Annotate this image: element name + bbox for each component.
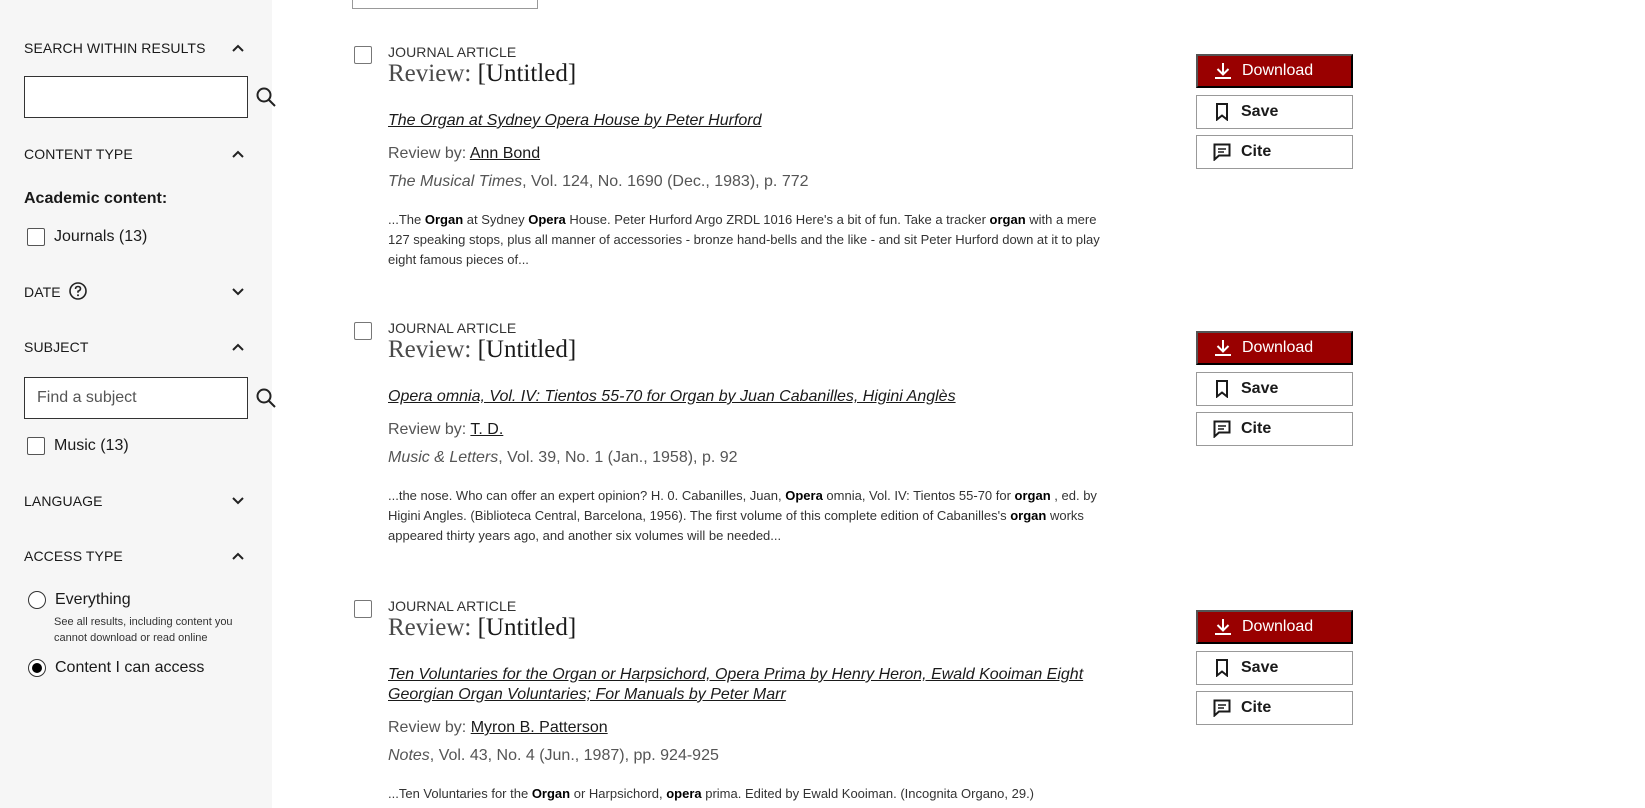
facet-subject-label: SUBJECT (24, 339, 89, 355)
result-title-text: [Untitled] (477, 60, 577, 87)
cite-label: Cite (1241, 699, 1272, 716)
result-title-text: [Untitled] (477, 336, 577, 363)
subject-search-input[interactable] (25, 378, 256, 418)
access-everything-option[interactable] (28, 591, 131, 609)
cite-label: Cite (1241, 143, 1272, 160)
search-within-input[interactable] (25, 77, 256, 117)
chevron-up-icon[interactable] (230, 146, 246, 162)
result-snippet (388, 486, 1108, 546)
review-by-line (388, 421, 503, 439)
facet-content-type-header[interactable] (24, 144, 246, 164)
snippet-highlight: organ (1010, 508, 1047, 523)
snippet-highlight: Organ (531, 786, 571, 801)
review-by-line (388, 719, 608, 737)
academic-content-heading: Academic content: (24, 190, 168, 207)
facet-language-label: LANGUAGE (24, 493, 103, 509)
access-accessible-label: Content I can access (55, 659, 205, 676)
snippet-highlight: organ (1014, 488, 1051, 503)
result-snippet (388, 210, 1108, 270)
save-label: Save (1241, 103, 1279, 120)
download-icon (1214, 618, 1232, 636)
chevron-down-icon[interactable] (230, 493, 246, 509)
facet-date-label: DATE (24, 284, 61, 300)
source-line (388, 449, 738, 467)
snippet-text: with a mere 127 speaking stops, plus all manner of accessories - bronze hand-bells and the like - and sit Peter Hurford down at it to play eight famous pieces of... (388, 212, 1100, 267)
search-icon[interactable] (256, 378, 276, 418)
save-button[interactable] (1196, 95, 1353, 129)
review-by-label: Review by: (388, 719, 467, 736)
access-everything-radio[interactable] (28, 591, 46, 609)
snippet-text: prima. Edited by Ewald Kooiman. (Incognita Organo, 29.) (701, 786, 1035, 801)
facet-access-type-label: ACCESS TYPE (24, 548, 123, 564)
reviewed-work-link[interactable]: The Organ at Sydney Opera House by Peter Hurford (388, 112, 762, 129)
access-everything-label: Everything (55, 591, 131, 608)
result-title[interactable] (388, 614, 576, 642)
download-icon (1214, 62, 1232, 80)
access-accessible-radio[interactable] (28, 659, 46, 677)
download-label: Download (1242, 339, 1314, 356)
chevron-up-icon[interactable] (230, 40, 246, 56)
result-type: JOURNAL ARTICLE (388, 320, 517, 336)
cite-button[interactable] (1196, 412, 1353, 446)
facet-language-header[interactable] (24, 491, 246, 511)
citation-details: , Vol. 39, No. 1 (Jan., 1958), p. 92 (498, 449, 738, 466)
music-checkbox[interactable] (27, 437, 45, 455)
source-line (388, 747, 719, 765)
reviewer-link[interactable]: Myron B. Patterson (470, 719, 608, 736)
cite-button[interactable] (1196, 135, 1353, 169)
quote-comment-icon (1213, 143, 1231, 161)
bookmark-icon (1213, 659, 1231, 677)
snippet-text: at Sydney (463, 212, 529, 227)
review-by-label: Review by: (388, 421, 467, 438)
snippet-text: or Harpsichord, (570, 786, 667, 801)
snippet-text: , ed. by Higini Angles. (Biblioteca Central, Barcelona, 1956). The first volume of this complete edition of Cabanilles's (388, 488, 1097, 523)
snippet-text: ...the nose. Who can offer an expert opinion? H. 0. Cabanilles, Juan, (388, 488, 786, 503)
reviewer-link[interactable]: T. D. (470, 421, 504, 438)
download-button[interactable] (1196, 54, 1353, 88)
result-title-prefix: Review: (388, 60, 472, 87)
save-button[interactable] (1196, 372, 1353, 406)
journal-name: Music & Letters (388, 449, 499, 466)
facet-subject-header[interactable] (24, 337, 246, 357)
download-label: Download (1242, 618, 1314, 635)
citation-details: , Vol. 124, No. 1690 (Dec., 1983), p. 772 (522, 173, 809, 190)
download-label: Download (1242, 62, 1314, 79)
cite-label: Cite (1241, 420, 1272, 437)
result-select-checkbox[interactable] (354, 46, 372, 64)
snippet-highlight: Opera (528, 212, 566, 227)
quote-comment-icon (1213, 699, 1231, 717)
filter-sidebar (0, 0, 272, 808)
source-line (388, 173, 809, 191)
bookmark-icon (1213, 380, 1231, 398)
snippet-text: ...The (388, 212, 425, 227)
facet-access-type-header[interactable] (24, 546, 246, 566)
review-by-label: Review by: (388, 145, 467, 162)
journal-name: The Musical Times (388, 173, 523, 190)
chevron-up-icon[interactable] (230, 339, 246, 355)
access-everything-help: See all results, including content you cannot download or read online (54, 616, 233, 644)
journals-filter[interactable] (27, 228, 147, 246)
search-within-field (24, 76, 248, 118)
journals-filter-label: Journals (13) (54, 228, 148, 245)
sort-select[interactable] (352, 0, 538, 9)
save-button[interactable] (1196, 651, 1353, 685)
chevron-up-icon[interactable] (230, 548, 246, 564)
bookmark-icon (1213, 103, 1231, 121)
access-accessible-option[interactable] (28, 659, 204, 677)
quote-comment-icon (1213, 420, 1231, 438)
snippet-text: ...Ten Voluntaries for the (388, 786, 532, 801)
chevron-down-icon[interactable] (230, 284, 246, 300)
result-title-text: [Untitled] (477, 614, 577, 641)
radio-selected-dot (32, 663, 42, 673)
help-icon[interactable] (69, 282, 87, 303)
snippet-highlight: organ (989, 212, 1026, 227)
result-select-checkbox[interactable] (354, 322, 372, 340)
snippet-text: omnia, Vol. IV: Tientos 55-70 for (822, 488, 1015, 503)
reviewer-link[interactable]: Ann Bond (469, 145, 541, 162)
facet-content-type-label: CONTENT TYPE (24, 146, 133, 162)
snippet-highlight: Organ (424, 212, 464, 227)
cite-button[interactable] (1196, 691, 1353, 725)
music-filter-label: Music (13) (54, 437, 129, 454)
download-button[interactable] (1196, 610, 1353, 644)
result-type: JOURNAL ARTICLE (388, 44, 517, 60)
save-label: Save (1241, 659, 1279, 676)
result-select-checkbox[interactable] (354, 600, 372, 618)
result-title[interactable] (388, 60, 576, 88)
journals-checkbox[interactable] (27, 228, 45, 246)
save-label: Save (1241, 380, 1279, 397)
result-title-prefix: Review: (388, 614, 472, 641)
review-by-line (388, 145, 540, 163)
journal-name: Notes (388, 747, 430, 764)
snippet-highlight: Opera (785, 488, 823, 503)
facet-search-within-label: SEARCH WITHIN RESULTS (24, 40, 206, 56)
search-icon[interactable] (256, 77, 276, 117)
result-title[interactable] (388, 336, 576, 364)
facet-search-within-header[interactable] (24, 38, 246, 58)
facet-date-header[interactable] (24, 282, 246, 302)
subject-search-field (24, 377, 248, 419)
snippet-text: House. Peter Hurford Argo ZRDL 1016 Here's a bit of fun. Take a tracker (565, 212, 990, 227)
download-icon (1214, 339, 1232, 357)
citation-details: , Vol. 43, No. 4 (Jun., 1987), pp. 924-925 (429, 747, 719, 764)
result-type: JOURNAL ARTICLE (388, 598, 517, 614)
result-snippet (388, 784, 1108, 804)
download-button[interactable] (1196, 331, 1353, 365)
music-filter[interactable] (27, 437, 129, 455)
reviewed-work-link[interactable]: Ten Voluntaries for the Organ or Harpsichord, Opera Prima by Henry Heron, Ewald Kooiman Eight Georgian Organ Voluntaries; For Manuals by Peter Marr (388, 666, 1084, 703)
snippet-text: works appeared thirty years ago, and another six volumes will be needed... (388, 508, 1084, 543)
reviewed-work-link[interactable]: Opera omnia, Vol. IV: Tientos 55-70 for Organ by Juan Cabanilles, Higini Anglès (388, 388, 956, 405)
snippet-highlight: opera (666, 786, 702, 801)
result-title-prefix: Review: (388, 336, 472, 363)
